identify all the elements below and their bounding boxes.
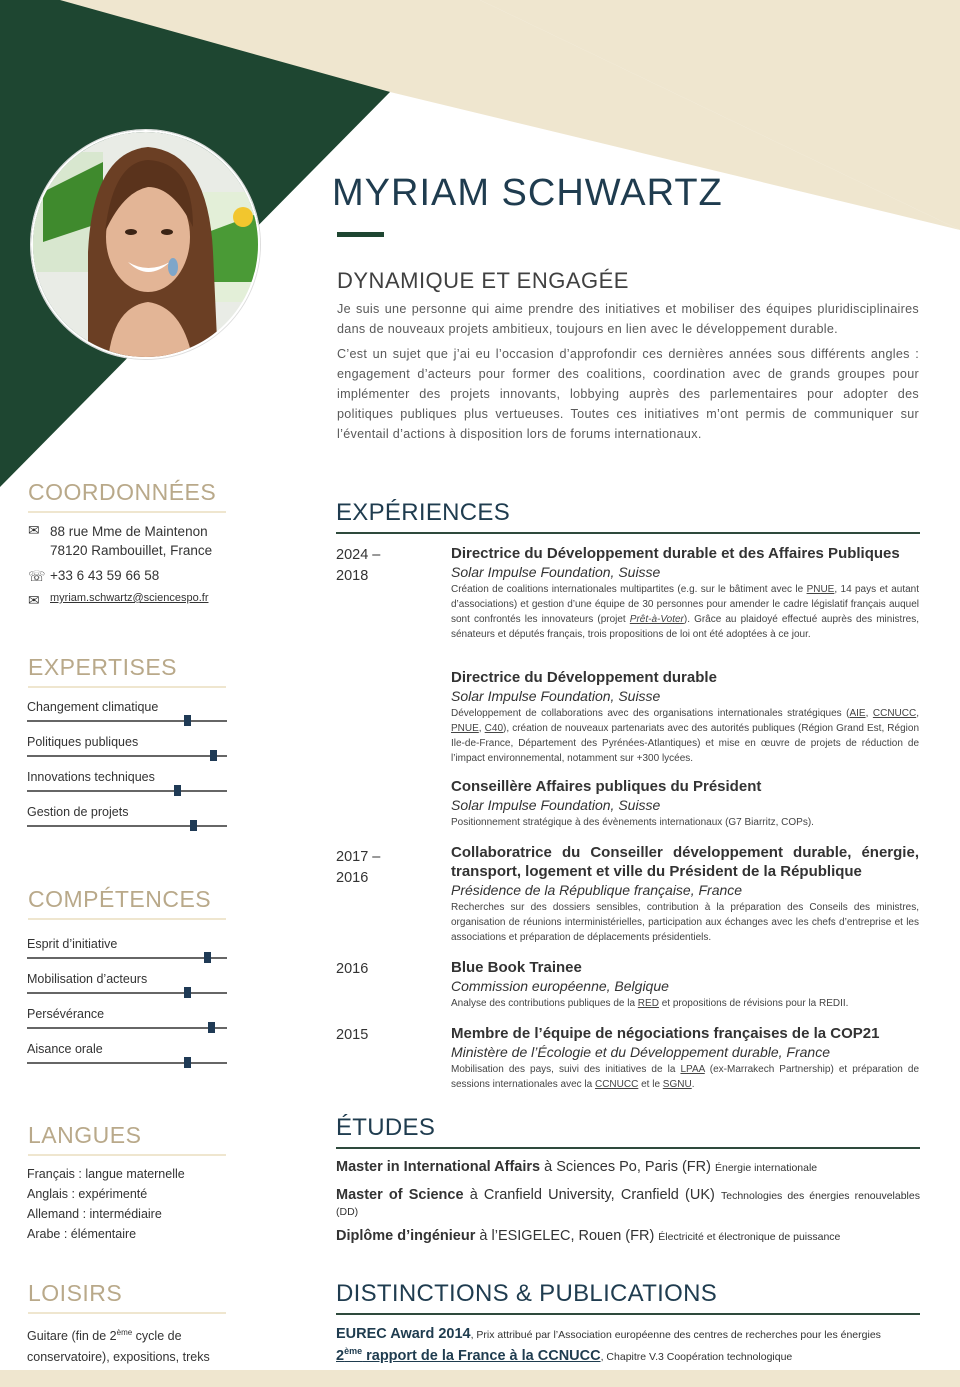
intro-paragraph-1: Je suis une personne qui aime prendre des initiatives et mobiliser des équipes pluridisciplinaires dans de nouveaux projets ambitieux, toujours en lien avec le développement durable. xyxy=(337,302,919,336)
skill-track xyxy=(27,790,227,792)
language-item: Arabe : élémentaire xyxy=(27,1227,137,1241)
job-org: Présidence de la République française, France xyxy=(451,882,743,898)
language-item: Anglais : expérimenté xyxy=(27,1187,148,1201)
competences-skill xyxy=(27,972,227,994)
skill-level-marker xyxy=(184,987,191,998)
job-title: Directrice du Développement durable xyxy=(451,669,717,686)
contact-heading: COORDONNÉES xyxy=(28,479,228,513)
intro-paragraph-2: C’est un sujet que j’ai eu l’occasion d’approfondir ces dernières années sous différents angles : engagement d’acteurs pour former des coalitions, coordination avec de grands groupes pour implémenter des projets innovants, lobbying auprès des parlementaires pour adopter des politiques publiques plus vertueuses. Toutes ces initiatives m’ont permis de communiquer sur l’éventail d’actions à disposition lors de forums internationaux. xyxy=(337,347,919,441)
link-c40[interactable]: C40 xyxy=(484,723,504,734)
skill-label: Gestion de projets xyxy=(27,805,129,819)
skill-level-marker xyxy=(184,1057,191,1068)
job-entry xyxy=(451,668,919,766)
skill-label: Changement climatique xyxy=(27,700,159,714)
competences-skill xyxy=(27,1042,227,1064)
job-entry xyxy=(451,1024,919,1092)
intro-text xyxy=(337,299,919,449)
job-title: Membre de l’équipe de négociations françaises de la COP21 xyxy=(451,1025,880,1042)
job-entry xyxy=(451,843,919,945)
email-icon: ✉ xyxy=(28,592,40,608)
skill-track xyxy=(27,720,227,722)
skill-label: Mobilisation d’acteurs xyxy=(27,972,148,986)
job-title: Conseillère Affaires publiques du Président xyxy=(451,778,762,795)
competences-skill xyxy=(27,1007,227,1029)
skill-level-marker xyxy=(174,785,181,796)
year: 2015 xyxy=(336,1027,369,1043)
job-title: Blue Book Trainee xyxy=(451,959,582,976)
profile-photo xyxy=(31,130,260,359)
link-pret-a-voter[interactable]: Prêt-à-Voter xyxy=(629,614,684,625)
phone-icon: ☏ xyxy=(28,568,46,584)
link-ccnucc[interactable]: CCNUCC xyxy=(872,708,917,719)
skill-track xyxy=(27,992,227,994)
job-description: Création de coalitions internationales multipartites (e.g. sur le bâtiment avec le PNUE, 14 pays et autant d’associations) et gestion d’une équipe de 30 personnes pour amender le cadre législatif français auquel sont confrontés les innovateurs (projet Prêt-à-Voter). Grâce au plaidoyé effectué auprès des ministres, sénateurs et députés français, trois propositions de loi ont été adoptées à ce jour. xyxy=(451,584,919,640)
skill-label: Innovations techniques xyxy=(27,770,155,784)
link-lpaa[interactable]: LPAA xyxy=(680,1064,705,1075)
portrait-illustration xyxy=(33,132,260,359)
expertises-skill xyxy=(27,735,227,757)
etudes-heading: ÉTUDES xyxy=(336,1114,920,1149)
job-org: Commission européenne, Belgique xyxy=(451,978,669,994)
link-red[interactable]: RED xyxy=(637,998,659,1009)
job-org: Solar Impulse Foundation, Suisse xyxy=(451,688,661,704)
tagline: DYNAMIQUE ET ENGAGÉE xyxy=(337,268,629,293)
job-description: Mobilisation des pays, suivi des initiatives de la LPAA (ex-Marrakech Partnership) et préparation de sessions internationales avec la CCNUCC et le SGNU. xyxy=(451,1064,919,1090)
skill-track xyxy=(27,1027,227,1029)
job-org: Ministère de l’Écologie et du Développement durable, France xyxy=(451,1044,830,1060)
experiences-heading: EXPÉRIENCES xyxy=(336,499,920,534)
envelope-icon: ✉ xyxy=(28,522,40,538)
competences-heading: COMPÉTENCES xyxy=(28,886,228,920)
job-description: Analyse des contributions publiques de la RED et propositions de révisions pour la REDII. xyxy=(451,998,849,1009)
year-range: 2017 – 2016 xyxy=(336,849,381,886)
loisirs-heading: LOISIRS xyxy=(28,1280,228,1314)
job-entry xyxy=(451,777,919,830)
education-item: Diplôme d’ingénieur à l’ESIGELEC, Rouen (FR) Électricité et électronique de puissance xyxy=(336,1228,841,1244)
job-title: Collaboratrice du Conseiller développement durable, énergie, transport, logement et ville du Président de la République xyxy=(451,844,919,880)
expertises-skill xyxy=(27,700,227,722)
award-item: EUREC Award 2014, Prix attribué par l’Association européenne des centres de recherches pour les énergies xyxy=(336,1326,881,1342)
email-link[interactable]: myriam.schwartz@sciencespo.fr xyxy=(50,592,209,604)
job-entry xyxy=(451,544,919,642)
name-underline xyxy=(337,232,384,237)
skill-track xyxy=(27,755,227,757)
year: 2016 xyxy=(336,961,369,977)
distinctions-heading: DISTINCTIONS & PUBLICATIONS xyxy=(336,1280,920,1315)
competences-skill xyxy=(27,937,227,959)
langues-heading: LANGUES xyxy=(28,1122,228,1156)
year-range: 2024 – 2018 xyxy=(336,547,381,584)
contact-phone: ☏ +33 6 43 59 66 58 xyxy=(28,568,160,584)
skill-level-marker xyxy=(184,715,191,726)
job-org: Solar Impulse Foundation, Suisse xyxy=(451,564,661,580)
skill-track xyxy=(27,957,227,959)
link-aie[interactable]: AIE xyxy=(849,708,866,719)
education-item: Master of Science à Cranfield University, Cranfield (UK) Technologies des énergies renouvelables (DD) xyxy=(336,1187,920,1218)
skill-track xyxy=(27,1062,227,1064)
publication-item[interactable]: 2ème rapport de la France à la CCNUCC, Chapitre V.3 Coopération technologique xyxy=(336,1346,793,1364)
job-title: Directrice du Développement durable et des Affaires Publiques xyxy=(451,545,900,562)
job-description: Positionnement stratégique à des évènements internationaux (G7 Biarritz, COPs). xyxy=(451,817,814,828)
bottom-band xyxy=(0,1370,960,1387)
contact-email[interactable] xyxy=(28,592,208,609)
link-sgnu[interactable]: SGNU xyxy=(662,1079,692,1090)
skill-label: Esprit d’initiative xyxy=(27,937,118,951)
language-item: Allemand : intermédiaire xyxy=(27,1207,162,1221)
langues-list xyxy=(27,1164,185,1244)
link-ccnucc[interactable]: CCNUCC xyxy=(594,1079,639,1090)
loisirs-text: Guitare (fin de 2ème cycle de conservatoire), expositions, treks xyxy=(27,1328,210,1365)
link-pnue[interactable]: PNUE xyxy=(806,584,835,595)
skill-level-marker xyxy=(190,820,197,831)
education-item: Master in International Affairs à Sciences Po, Paris (FR) Énergie internationale xyxy=(336,1159,818,1175)
expertises-skill xyxy=(27,770,227,792)
expertises-heading: EXPERTISES xyxy=(28,654,228,688)
job-description: Recherches sur des dossiers sensibles, contribution à la préparation des Conseils des ministres, organisation de réunions interministérielles, participation aux échanges avec les chefs d’entreprise et les associations et préparation de déplacements présidentiels. xyxy=(451,902,919,943)
skill-label: Politiques publiques xyxy=(27,735,139,749)
skill-level-marker xyxy=(204,952,211,963)
language-item: Français : langue maternelle xyxy=(27,1167,185,1181)
expertises-skill xyxy=(27,805,227,827)
job-entry xyxy=(451,958,919,1011)
skill-label: Aisance orale xyxy=(27,1042,103,1056)
skill-level-marker xyxy=(210,750,217,761)
contact-address: ✉ 88 rue Mme de Maintenon 78120 Rambouillet, France xyxy=(28,522,213,558)
job-org: Solar Impulse Foundation, Suisse xyxy=(451,797,661,813)
skill-level-marker xyxy=(208,1022,215,1033)
skill-label: Persévérance xyxy=(27,1007,105,1021)
link-pnue[interactable]: PNUE xyxy=(451,723,479,734)
skill-track xyxy=(27,825,227,827)
job-description: Développement de collaborations avec des organisations internationales stratégiques (AIE, CCNUCC, PNUE, C40), création de nouveaux partenariats avec des autorités publiques (Région Grand Est, Région Ile-de-France, Département des Pyrénées-Atlantiques) et mise en œuvre de projets de réduction de l’impact environnemental, notamment sur +300 lycées. xyxy=(451,708,920,764)
candidate-name: MYRIAM SCHWARTZ xyxy=(332,172,723,214)
